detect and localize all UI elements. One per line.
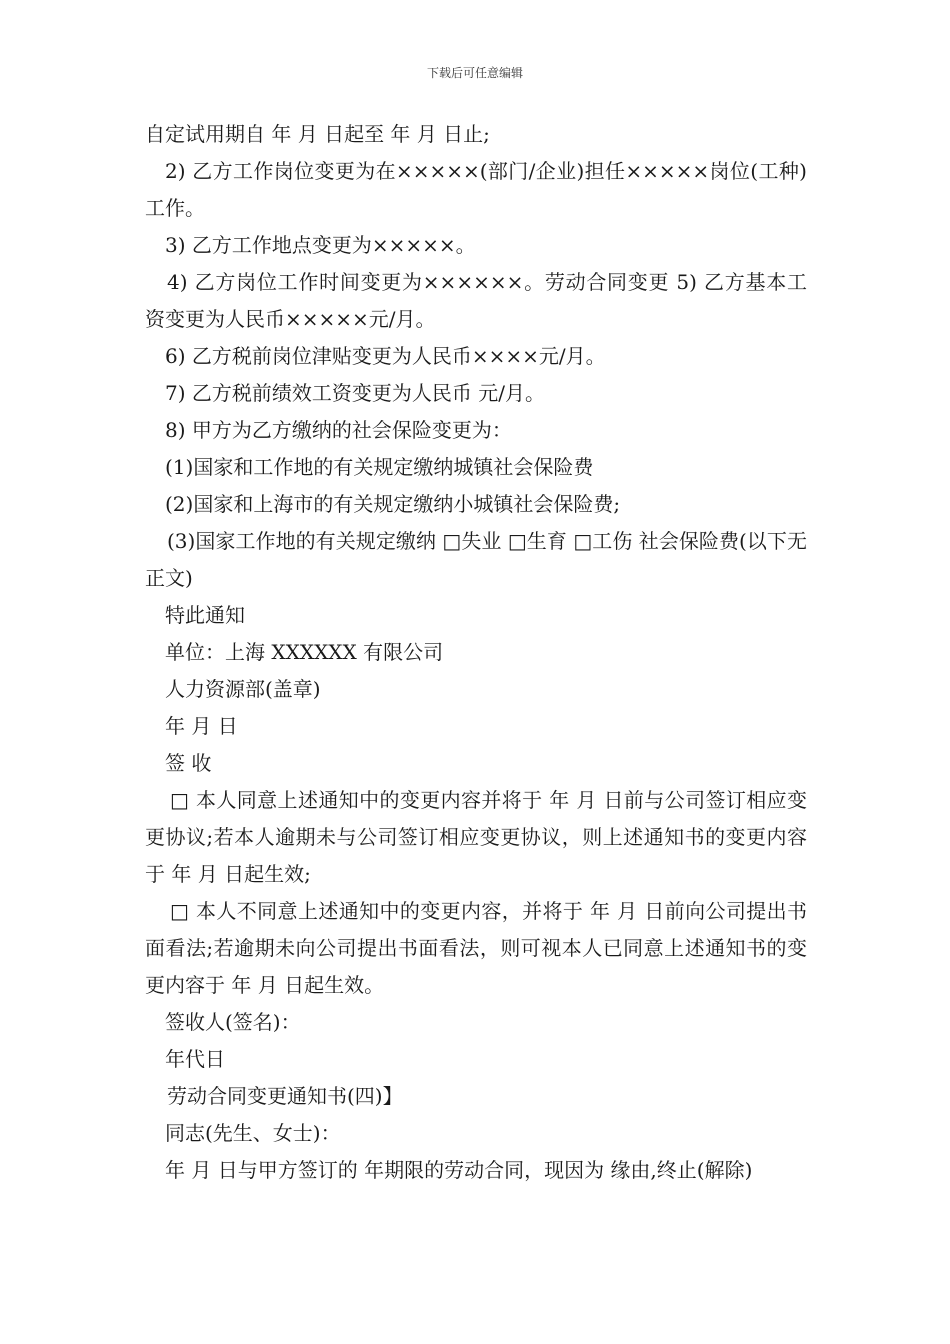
paragraph-notice: 特此通知 — [165, 603, 245, 627]
paragraph-contract-termination: 年 月 日与甲方签订的 年期限的劳动合同，现因为 缘由,终止(解除) — [165, 1158, 753, 1182]
paragraph-insurance-option-2: (2)国家和上海市的有关规定缴纳小城镇社会保险费; — [165, 492, 621, 516]
document-body — [145, 116, 807, 1189]
paragraph-disagree-option: □ 本人不同意上述通知中的变更内容，并将于 年 月 日前向公司提出书面看法;若逾期未向公司提出书面看法，则可视本人已同意上述通知书的变更内容于 年 月 日起生效。 — [145, 899, 807, 997]
paragraph-item-3-location: 3) 乙方工作地点变更为×××××。 — [165, 233, 476, 257]
paragraph-item-7-performance: 7) 乙方税前绩效工资变更为人民币 元/月。 — [165, 381, 545, 405]
paragraph-hr-seal: 人力资源部(盖章) — [165, 677, 321, 701]
paragraph-item-8-insurance: 8) 甲方为乙方缴纳的社会保险变更为： — [165, 418, 512, 442]
paragraph-insurance-option-1: (1)国家和工作地的有关规定缴纳城镇社会保险费 — [165, 455, 594, 479]
paragraph-insurance-option-3: (3)国家工作地的有关规定缴纳 □失业 □生育 □工伤 社会保险费(以下无正文) — [145, 529, 807, 590]
paragraph-section-title: 劳动合同变更通知书(四)】 — [167, 1084, 403, 1108]
paragraph-item-6-allowance: 6) 乙方税前岗位津贴变更为人民币××××元/月。 — [165, 344, 606, 368]
paragraph-salutation: 同志(先生、女士)： — [165, 1121, 341, 1145]
paragraph-agree-option: □ 本人同意上述通知中的变更内容并将于 年 月 日前与公司签订相应变更协议;若本人逾期未与公司签订相应变更协议，则上述通知书的变更内容于 年 月 日起生效; — [145, 788, 807, 886]
paragraph-item-2-position: 2) 乙方工作岗位变更为在×××××(部门/企业)担任×××××岗位(工种)工作。 — [145, 159, 807, 220]
paragraph-item-4-5-hours-salary: 4) 乙方岗位工作时间变更为××××××。劳动合同变更 5) 乙方基本工资变更为人民币×××××元/月。 — [145, 270, 807, 331]
paragraph-company: 单位：上海 XXXXXX 有限公司 — [165, 640, 444, 664]
paragraph-signee: 签收人(签名)： — [165, 1010, 301, 1034]
paragraph-date: 年 月 日 — [165, 714, 238, 738]
paragraph-signee-date: 年代日 — [165, 1047, 225, 1071]
paragraph-sign-receipt: 签 收 — [165, 751, 212, 775]
paragraph-probation: 自定试用期自 年 月 日起至 年 月 日止; — [145, 122, 490, 146]
page-header: 下载后可任意编辑 — [426, 66, 523, 80]
